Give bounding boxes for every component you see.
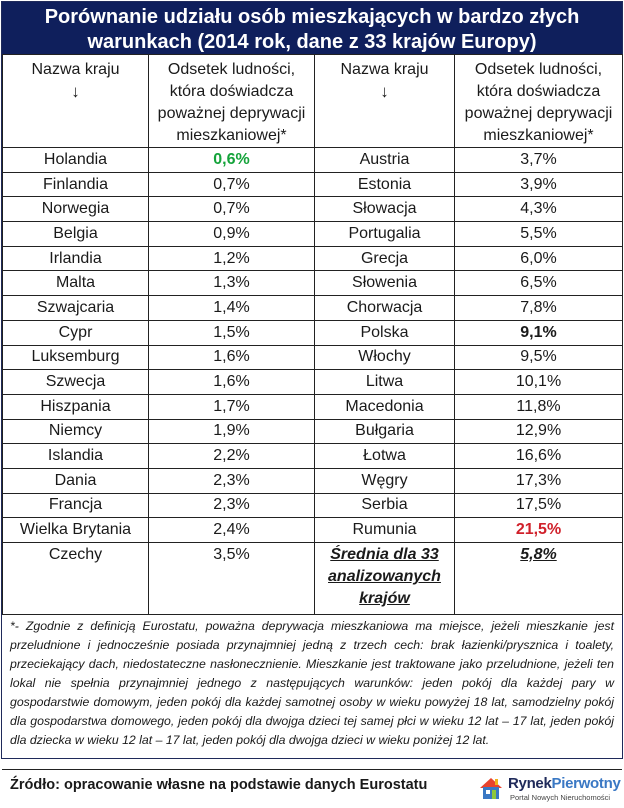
value-cell: 1,3%	[149, 271, 315, 296]
table-row	[3, 197, 623, 222]
table-row	[3, 468, 623, 493]
table-row	[3, 518, 623, 543]
country-cell: Słowacja	[315, 197, 455, 222]
country-cell: Hiszpania	[3, 394, 149, 419]
logo-name-a: Rynek	[508, 775, 552, 792]
value-cell: 1,7%	[149, 394, 315, 419]
value-cell: 2,3%	[149, 493, 315, 518]
table-row	[3, 246, 623, 271]
footnote: *- Zgodnie z definicją Eurostatu, poważna deprywacja mieszkaniowa ma miejsce, jeżeli mieszkanie jest przeludnione i jednocześnie posiada przynajmniej jedną z trzech cech: brak łazienki/prysznica i toalety, przeciekający dach, niedostateczne nasłonecznienie. Mieszkanie jest traktowane jako przeludnione, jeżeli ten lokal nie spełnia przynajmniej jednego z następujących warunków: jeden pokój dla każdej pary w gospodarstwie domowym, jeden pokój dla każdej samotnej osoby w wieku powyżej 18 lat, samodzielny pokój dla gospodarstwa domowego, jeden pokój dla dwojga dzieci tej samej płci w wieku 12 lat – 17 lat, jeden pokój dla dziecka w wieku 12 lat – 17 lat, jeden pokój dla dwojga dzieci w wieku poniżej 12 lat.	[2, 615, 622, 770]
header-country-label: Nazwa kraju	[340, 61, 429, 78]
footer	[2, 770, 622, 808]
country-cell: Irlandia	[3, 246, 149, 271]
logo-name	[508, 775, 621, 792]
country-cell: Holandia	[3, 148, 149, 173]
value-cell: 2,4%	[149, 518, 315, 543]
table-row	[3, 148, 623, 173]
table-header-row	[3, 55, 623, 148]
country-cell: Finlandia	[3, 172, 149, 197]
country-cell: Grecja	[315, 246, 455, 271]
value-cell: 1,4%	[149, 296, 315, 321]
value-cell: 0,7%	[149, 197, 315, 222]
value-cell: 17,5%	[455, 493, 623, 518]
country-cell: Chorwacja	[315, 296, 455, 321]
value-cell: 9,5%	[455, 345, 623, 370]
value-cell: 0,9%	[149, 222, 315, 247]
country-cell: Austria	[315, 148, 455, 173]
value-cell: 11,8%	[455, 394, 623, 419]
value-cell: 1,9%	[149, 419, 315, 444]
country-cell: Francja	[3, 493, 149, 518]
table-row	[3, 493, 623, 518]
table-row	[3, 370, 623, 395]
comparison-table	[2, 54, 623, 615]
country-cell: Litwa	[315, 370, 455, 395]
table-row	[3, 543, 623, 615]
arrow-down-icon: ↓	[380, 82, 389, 101]
arrow-down-icon: ↓	[71, 82, 80, 101]
header-country-label: Nazwa kraju	[31, 61, 120, 78]
value-cell: 4,3%	[455, 197, 623, 222]
table-row	[3, 320, 623, 345]
logo-tagline: Portal Nowych Nieruchomości	[510, 793, 611, 802]
table-row	[3, 345, 623, 370]
value-cell: 1,2%	[149, 246, 315, 271]
value-cell: 6,5%	[455, 271, 623, 296]
average-value-cell: 5,8%	[455, 543, 623, 615]
country-cell: Malta	[3, 271, 149, 296]
brand-logo	[478, 774, 621, 804]
country-cell: Islandia	[3, 444, 149, 469]
country-cell: Bułgaria	[315, 419, 455, 444]
average-label-cell: Średnia dla 33 analizowanych krajów	[315, 543, 455, 615]
value-cell: 3,7%	[455, 148, 623, 173]
table-row	[3, 271, 623, 296]
value-cell: 6,0%	[455, 246, 623, 271]
country-cell: Wielka Brytania	[3, 518, 149, 543]
header-share-left: Odsetek ludności, która doświadcza poważnej deprywacji mieszkaniowej*	[149, 55, 315, 148]
source-text: Źródło: opracowanie własne na podstawie danych Eurostatu	[10, 777, 428, 793]
table-row	[3, 222, 623, 247]
country-cell: Dania	[3, 468, 149, 493]
value-cell: 1,6%	[149, 345, 315, 370]
country-cell: Luksemburg	[3, 345, 149, 370]
value-cell: 12,9%	[455, 419, 623, 444]
country-cell: Węgry	[315, 468, 455, 493]
country-cell: Polska	[315, 320, 455, 345]
house-logo-icon	[478, 775, 504, 801]
country-cell: Słowenia	[315, 271, 455, 296]
header-country-right	[315, 55, 455, 148]
value-cell: 21,5%	[455, 518, 623, 543]
value-cell: 2,3%	[149, 468, 315, 493]
table-row	[3, 296, 623, 321]
value-cell: 3,9%	[455, 172, 623, 197]
infographic	[1, 1, 623, 802]
country-cell: Macedonia	[315, 394, 455, 419]
page-title: Porównanie udziału osób mieszkających w bardzo złych warunkach (2014 rok, dane z 33 krajów Europy)	[2, 2, 622, 54]
value-cell: 7,8%	[455, 296, 623, 321]
country-cell: Norwegia	[3, 197, 149, 222]
country-cell: Szwajcaria	[3, 296, 149, 321]
table-row	[3, 444, 623, 469]
logo-name-b: Pierwotny	[551, 775, 621, 792]
value-cell: 0,6%	[149, 148, 315, 173]
header-country-left	[3, 55, 149, 148]
value-cell: 3,5%	[149, 543, 315, 615]
country-cell: Łotwa	[315, 444, 455, 469]
table-row	[3, 394, 623, 419]
table-body	[3, 148, 623, 615]
country-cell: Belgia	[3, 222, 149, 247]
table-row	[3, 419, 623, 444]
table-row	[3, 172, 623, 197]
value-cell: 17,3%	[455, 468, 623, 493]
country-cell: Portugalia	[315, 222, 455, 247]
value-cell: 1,5%	[149, 320, 315, 345]
value-cell: 1,6%	[149, 370, 315, 395]
value-cell: 16,6%	[455, 444, 623, 469]
country-cell: Czechy	[3, 543, 149, 615]
country-cell: Niemcy	[3, 419, 149, 444]
country-cell: Szwecja	[3, 370, 149, 395]
country-cell: Estonia	[315, 172, 455, 197]
country-cell: Cypr	[3, 320, 149, 345]
value-cell: 2,2%	[149, 444, 315, 469]
country-cell: Włochy	[315, 345, 455, 370]
value-cell: 0,7%	[149, 172, 315, 197]
country-cell: Rumunia	[315, 518, 455, 543]
value-cell: 5,5%	[455, 222, 623, 247]
country-cell: Serbia	[315, 493, 455, 518]
value-cell: 9,1%	[455, 320, 623, 345]
header-share-right: Odsetek ludności, która doświadcza poważnej deprywacji mieszkaniowej*	[455, 55, 623, 148]
value-cell: 10,1%	[455, 370, 623, 395]
